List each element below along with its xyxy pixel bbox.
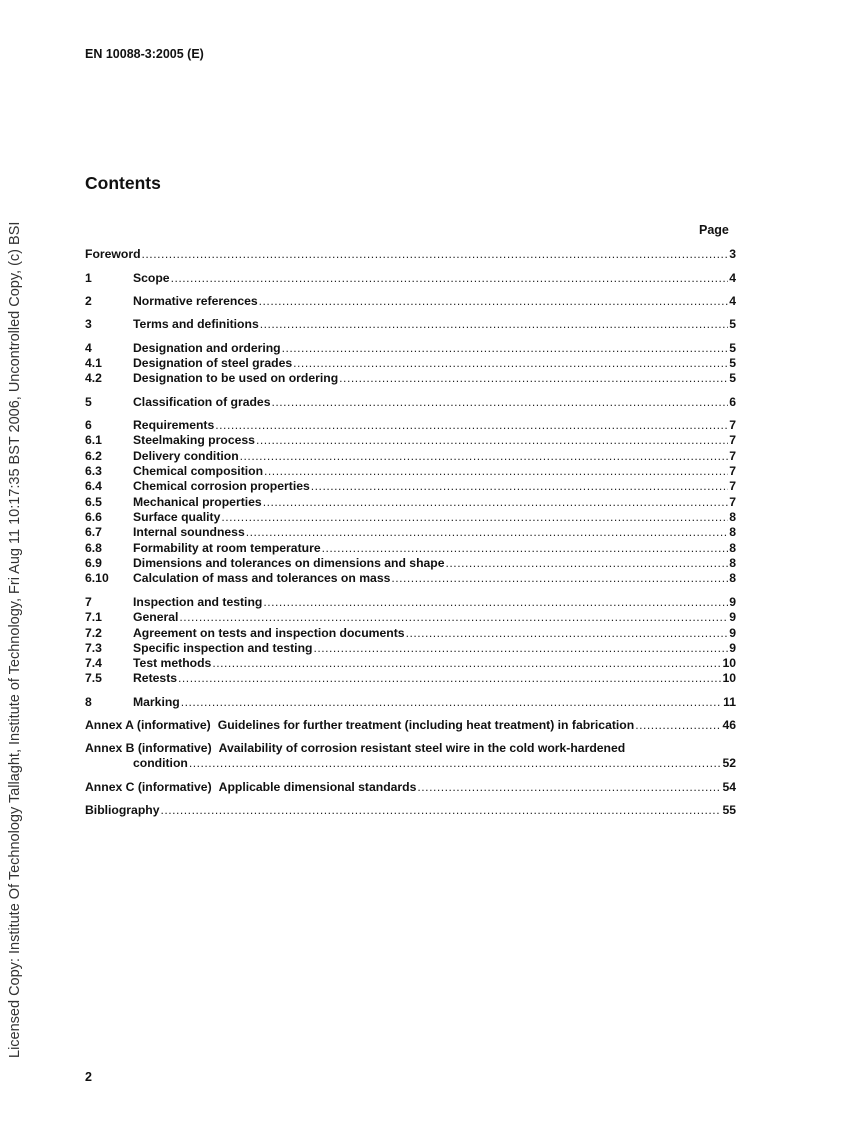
toc-leader-dots (246, 525, 728, 539)
toc-page-number: 7 (729, 464, 736, 478)
page-column-label: Page (699, 223, 729, 237)
toc-label: Marking (133, 695, 180, 709)
toc-entry[interactable] (85, 294, 736, 308)
toc-entry[interactable] (85, 741, 736, 755)
toc-page-number: 7 (729, 433, 736, 447)
toc-number: 4.2 (85, 371, 102, 385)
toc-entry[interactable] (85, 780, 736, 794)
toc-page-number: 3 (729, 247, 736, 261)
toc-entry-continuation[interactable] (85, 756, 736, 770)
license-watermark: Licensed Copy: Institute Of Technology Tallaght, Institute of Technology, Fri Aug 11 10:17:35 BST 2006, Uncontrolled Copy, (c) BSI (7, 221, 23, 1058)
toc-leader-dots (160, 803, 721, 817)
toc-leader-dots (179, 610, 728, 624)
toc-number: 6.7 (85, 525, 102, 539)
toc-label: Designation and ordering (133, 341, 281, 355)
toc-leader-dots (181, 695, 722, 709)
toc-label: Test methods (133, 656, 212, 670)
toc-leader-dots (264, 464, 728, 478)
toc-entry[interactable] (85, 595, 736, 609)
toc-page-number: 5 (729, 371, 736, 385)
toc-leader-dots (212, 656, 721, 670)
toc-entry[interactable] (85, 803, 736, 817)
toc-label: Inspection and testing (133, 595, 263, 609)
toc-entry[interactable] (85, 541, 736, 555)
toc-number: Annex A (informative) (85, 718, 211, 732)
toc-page-number: 4 (729, 271, 736, 285)
toc-number: 7.2 (85, 626, 102, 640)
toc-leader-dots (240, 449, 729, 463)
toc-page-number: 8 (729, 556, 736, 570)
toc-page-number: 9 (729, 641, 736, 655)
toc-page-number: 9 (729, 610, 736, 624)
toc-entry[interactable] (85, 718, 736, 732)
toc-entry[interactable] (85, 656, 736, 670)
toc-label: Delivery condition (133, 449, 239, 463)
toc-page-number: 11 (723, 695, 736, 709)
toc-label: Steelmaking process (133, 433, 255, 447)
toc-leader-dots (293, 356, 728, 370)
toc-page-number: 9 (729, 595, 736, 609)
toc-number: 7 (85, 595, 92, 609)
toc-label: Requirements (133, 418, 215, 432)
toc-number: 6.9 (85, 556, 102, 570)
toc-number: 6.4 (85, 479, 102, 493)
page-number: 2 (85, 1070, 92, 1084)
toc-number: 2 (85, 294, 92, 308)
toc-label: Normative references (133, 294, 258, 308)
toc-number: 7.4 (85, 656, 102, 670)
toc-number: Annex B (informative) (85, 741, 212, 755)
toc-leader-dots (311, 479, 728, 493)
toc-number: 6 (85, 418, 92, 432)
toc-leader-dots (635, 718, 721, 732)
toc-page-number: 4 (729, 294, 736, 308)
toc-leader-dots (142, 247, 729, 261)
toc-label: Availability of corrosion resistant steel wire in the cold work-hardened (218, 741, 626, 755)
toc-label: General (133, 610, 179, 624)
toc-entry[interactable] (85, 433, 736, 447)
toc-page-number: 8 (729, 510, 736, 524)
toc-entry[interactable] (85, 495, 736, 509)
toc-leader-dots (417, 780, 721, 794)
toc-page-number: 52 (722, 756, 736, 770)
toc-label: Retests (133, 671, 178, 685)
toc-page-number: 55 (722, 803, 736, 817)
toc-number: 4.1 (85, 356, 102, 370)
toc-label: Dimensions and tolerances on dimensions and shape (133, 556, 445, 570)
toc-leader-dots (256, 433, 728, 447)
toc-page-number: 7 (729, 495, 736, 509)
toc-entry[interactable] (85, 641, 736, 655)
toc-entry[interactable] (85, 371, 736, 385)
toc-entry[interactable] (85, 418, 736, 432)
toc-entry[interactable] (85, 626, 736, 640)
toc-label: Calculation of mass and tolerances on mass (133, 571, 391, 585)
toc-label: Internal soundness (133, 525, 245, 539)
toc-entry[interactable] (85, 271, 736, 285)
toc-page-number: 7 (729, 418, 736, 432)
toc-number: 5 (85, 395, 92, 409)
toc-label: Designation to be used on ordering (133, 371, 339, 385)
toc-entry[interactable] (85, 556, 736, 570)
toc-label: Agreement on tests and inspection documents (133, 626, 405, 640)
toc-label: Terms and definitions (133, 317, 259, 331)
toc-page-number: 8 (729, 525, 736, 539)
toc-page-number: 8 (729, 541, 736, 555)
toc-entry[interactable] (85, 395, 736, 409)
toc-leader-dots (322, 541, 729, 555)
toc-leader-dots (282, 341, 729, 355)
toc-number: Annex C (informative) (85, 780, 212, 794)
toc-page-number: 9 (729, 626, 736, 640)
toc-label: Guidelines for further treatment (including heat treatment) in fabrication (217, 718, 635, 732)
toc-label: Bibliography (85, 803, 160, 817)
toc-page-number: 6 (729, 395, 736, 409)
toc-number: 6.6 (85, 510, 102, 524)
toc-leader-dots (313, 641, 728, 655)
toc-label: Scope (133, 271, 170, 285)
toc-page-number: 5 (729, 356, 736, 370)
toc-entry[interactable] (85, 695, 736, 709)
toc-entry[interactable] (85, 571, 736, 585)
toc-entry[interactable] (85, 449, 736, 463)
toc-number: 6.10 (85, 571, 109, 585)
toc-leader-dots (391, 571, 728, 585)
toc-number: 6.2 (85, 449, 102, 463)
toc-number: 8 (85, 695, 92, 709)
toc-number: 7.5 (85, 671, 102, 685)
toc-page-number: 54 (722, 780, 736, 794)
page-title: Contents (85, 173, 161, 193)
toc-number: 4 (85, 341, 92, 355)
toc-leader-dots (263, 495, 729, 509)
toc-leader-dots (339, 371, 728, 385)
toc-page-number: 46 (722, 718, 736, 732)
toc-entry[interactable] (85, 317, 736, 331)
toc-page-number: 10 (722, 671, 736, 685)
toc-page-number: 7 (729, 479, 736, 493)
toc-page-number: 7 (729, 449, 736, 463)
toc-leader-dots (221, 510, 728, 524)
toc-entry[interactable] (85, 341, 736, 355)
toc-label: Classification of grades (133, 395, 271, 409)
toc-number: 1 (85, 271, 92, 285)
toc-leader-dots (171, 271, 729, 285)
toc-label: Specific inspection and testing (133, 641, 313, 655)
toc-number: 6.3 (85, 464, 102, 478)
toc-number: 3 (85, 317, 92, 331)
toc-leader-dots (189, 756, 722, 770)
toc-entry[interactable] (85, 356, 736, 370)
toc-leader-dots (271, 395, 728, 409)
toc-leader-dots (260, 317, 728, 331)
toc-leader-dots (215, 418, 728, 432)
toc-number: 7.3 (85, 641, 102, 655)
toc-label: Foreword (85, 247, 141, 261)
toc-entry[interactable] (85, 510, 736, 524)
toc-label: Designation of steel grades (133, 356, 293, 370)
toc-leader-dots (446, 556, 729, 570)
toc-label: Mechanical properties (133, 495, 262, 509)
toc-label: Applicable dimensional standards (218, 780, 417, 794)
toc-number: 7.1 (85, 610, 102, 624)
toc-number: 6.5 (85, 495, 102, 509)
toc-label: condition (133, 756, 188, 770)
toc-label: Chemical composition (133, 464, 264, 478)
toc-number: 6.8 (85, 541, 102, 555)
toc-entry[interactable] (85, 247, 736, 261)
toc-leader-dots (178, 671, 721, 685)
toc-label: Surface quality (133, 510, 221, 524)
toc-page-number: 5 (729, 341, 736, 355)
toc-leader-dots (259, 294, 729, 308)
toc-page-number: 10 (722, 656, 736, 670)
toc-label: Formability at room temperature (133, 541, 321, 555)
toc-entry[interactable] (85, 479, 736, 493)
toc-leader-dots (263, 595, 728, 609)
toc-entry[interactable] (85, 525, 736, 539)
document-id: EN 10088-3:2005 (E) (85, 47, 204, 61)
toc-entry[interactable] (85, 671, 736, 685)
toc-page-number: 5 (729, 317, 736, 331)
toc-leader-dots (406, 626, 729, 640)
toc-number: 6.1 (85, 433, 102, 447)
toc-entry[interactable] (85, 610, 736, 624)
toc-page-number: 8 (729, 571, 736, 585)
toc-label: Chemical corrosion properties (133, 479, 310, 493)
toc-entry[interactable] (85, 464, 736, 478)
